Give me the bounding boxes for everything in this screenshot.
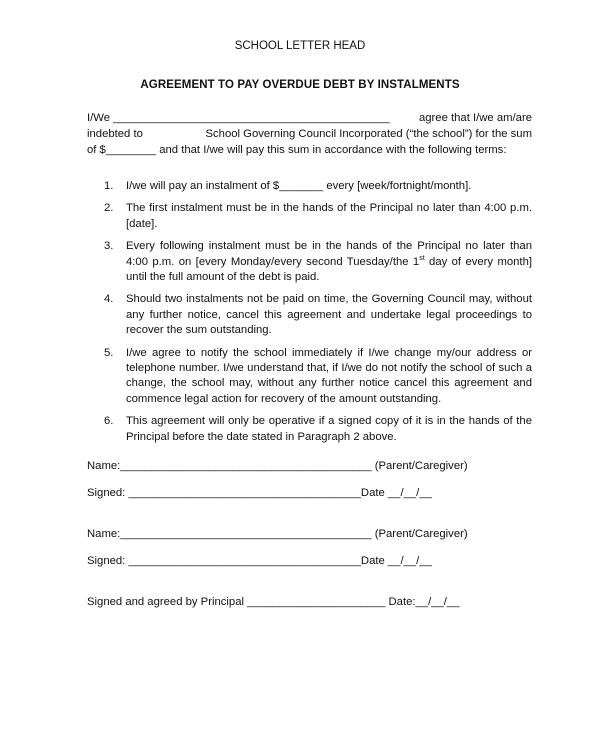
- letter-head: SCHOOL LETTER HEAD: [234, 40, 366, 52]
- intro-line-2: [87, 126, 532, 142]
- term-text: This agreement will only be operative if a signed copy of it is in the hands of the Principal before the date stated in Paragraph 2 above.: [126, 415, 532, 443]
- intro-line-3: of $________ and that I/we will pay this sum in accordance with the following terms:: [87, 144, 507, 156]
- term-number: 2.: [104, 202, 114, 215]
- term-text: I/we agree to notify the school immediately if I/we change my/our address or telephone number. I/we understand that, if I/we do not notify the school of such a change, the school may, without any further notice cancel this agreement and commence legal action for recovery of the amount outstanding.: [126, 346, 532, 405]
- parent-signed-line-2: Signed: _____________________________________Date __/__/__: [87, 555, 432, 567]
- terms-list: [104, 179, 532, 452]
- term-text-part-a: Every following instalment must be in the hands of the Principal no later than 4:00 p.m. on [every Monday/every second Tuesday/the 1: [126, 240, 532, 268]
- term-item: [104, 201, 532, 232]
- intro-line-1-left: I/We ____________________________________________: [87, 112, 390, 124]
- term-text: The first instalment must be in the hands of the Principal no later than 4:00 p.m. [date].: [126, 202, 532, 230]
- term-number: 5.: [104, 346, 114, 359]
- intro-line-1: [87, 110, 532, 126]
- intro-line-1-right: agree that I/we am/are: [418, 112, 532, 124]
- intro-paragraph: [87, 110, 532, 158]
- parent-name-line-1: Name:________________________________________ (Parent/Caregiver): [87, 460, 468, 472]
- term-number: 3.: [104, 240, 114, 253]
- intro-line-2-right: School Governing Council Incorporated (“the school”) for the sum: [205, 128, 532, 140]
- term-number: 4.: [104, 293, 114, 306]
- term-number: 6.: [104, 415, 114, 428]
- term-item: [104, 414, 532, 445]
- parent-name-line-2: Name:________________________________________ (Parent/Caregiver): [87, 528, 468, 540]
- term-text-part-b: day of every month] until the full amount of the debt is paid.: [126, 255, 532, 284]
- term-text: Should two instalments not be paid on time, the Governing Council may, without any further notice, cancel this agreement and undertake legal proceedings to recover the sum outstanding.: [126, 293, 532, 337]
- parent-signed-line-1: Signed: _____________________________________Date __/__/__: [87, 487, 432, 499]
- term-item: [104, 239, 532, 285]
- term-item: [104, 292, 532, 338]
- ordinal-superscript: st: [419, 254, 425, 262]
- term-text: I/we will pay an instalment of $_______ every [week/fortnight/month].: [126, 180, 472, 192]
- term-item: [104, 179, 532, 194]
- principal-signature-line: Signed and agreed by Principal ______________________ Date:__/__/__: [87, 596, 460, 608]
- term-item: [104, 346, 532, 408]
- intro-line-2-left: indebted to: [87, 128, 143, 140]
- term-text: [126, 240, 532, 283]
- term-number: 1.: [104, 180, 114, 192]
- document-title: AGREEMENT TO PAY OVERDUE DEBT BY INSTALMENTS: [140, 79, 460, 91]
